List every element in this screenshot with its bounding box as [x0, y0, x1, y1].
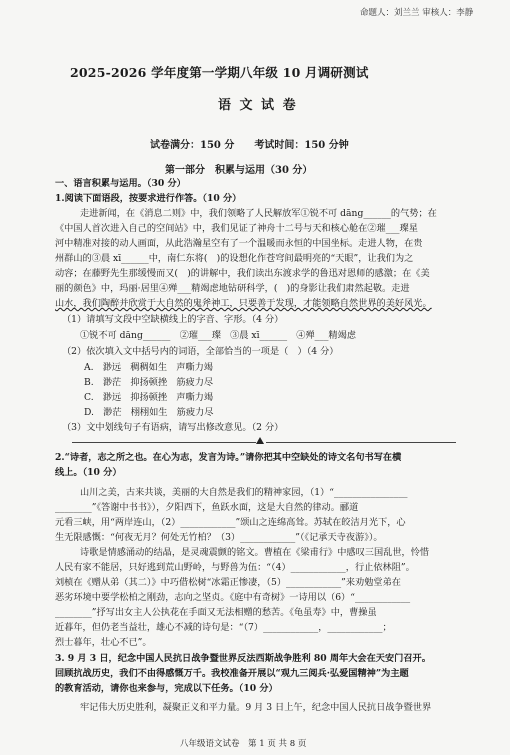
q3-heading: 3. 9 月 3 日，纪念中国人民抗日战争暨世界反法西斯战争胜利 80 周年大会在天安门召开。 [55, 653, 431, 664]
poem-line: 人民有家不能居，只好逃到荒山野岭，与野兽为伍：“（4）____________，行止依林阻”。 [55, 562, 415, 573]
q1-sub3: （3）文中划线句子有语病，请写出修改意见。（2 分） [62, 422, 284, 433]
option-a: A. 渺远 稠稠如生 声嘶力竭 [84, 362, 213, 373]
exam-meta: 试卷满分：150 分 考试时间：150 分钟 [150, 140, 349, 151]
poem-line: 山川之美，古来共谈，美丽的大自然是我们的精神家园，（1）“________________ [80, 487, 408, 498]
part1-heading: 第一部分 积累与运用（30 分） [165, 165, 313, 176]
passage-line: 丽的颜色》中，玛丽·居里④殚___精竭虑地钻研科学，( )的身影让我们肃然起敬。走进 [55, 283, 410, 294]
option-c: C. 渺远 抑扬顿挫 声嘶力竭 [84, 392, 214, 403]
poem-line: 诗歌是情感涌动的结晶，是灵魂震颤的铭文。曹植在《梁甫行》中感叹三国乱世，怜惜 [80, 547, 430, 558]
passage-line: 河中精准对接的动人画面，从此浩瀚星空有了一个温暖而永恒的中国坐标。走进人物，在贵 [55, 238, 423, 249]
poem-line: ________”抒写出女主人公执花在手面又无法相赠的愁苦。《龟虽寿》中，曹操虽 [55, 607, 377, 618]
q2-heading-cont: 线上。（10 分） [55, 467, 122, 478]
poem-line: 刘桢在《赠从弟（其二）》中巧借松树“冰霜正惨凄，（5）____________”来劝勉堂弟在 [55, 577, 401, 588]
passage-line-faulty-sentence: 山水，我们陶醉并欣赏于大自然的鬼斧神工，只要善于发现，才能领略自然世界的美好风光。 [55, 298, 432, 309]
q1-sub2: （2）依次填入文中括号内的词语，全部恰当的一项是（ ）（4 分） [62, 346, 339, 357]
q1-sub1-blanks: ①锐不可 dāng______ ②璀___璨 ③晨 xī______ ④殚___精竭虑 [80, 330, 356, 341]
poem-line: 元看三峡，用“两岸连山，（2）____________”颂山之连绵高耸。苏轼在皎洁月光下，心 [55, 517, 406, 528]
poem-line: 生无限感慨：“何夜无月？何处无竹柏？（3）____________”（《记承天寺夜游》）。 [55, 532, 383, 543]
divider-right [266, 442, 456, 443]
passage-line: 走进新闻，在《消息二则》中，我们领略了人民解放军①锐不可 dāng______的气势；在 [80, 208, 437, 219]
passage-line: 《中国人首次进入自己的空间站》中，我们见证了神舟十二号与天和核心舱在②璀___璨星 [55, 223, 418, 234]
poem-line: 恶劣环境中要学松柏之刚劲，志向之坚贞。《庭中有奇树》一诗用以（6）“____________ [55, 592, 411, 603]
q3-passage-line: 牢记伟大历史胜利，凝聚正义和平力量。9 月 3 日上午，纪念中国人民抗日战争暨世界 [80, 702, 432, 713]
poem-line: 烈士暮年，壮心不已”。 [55, 637, 152, 648]
option-b: B. 渺茫 抑扬顿挫 筋疲力尽 [84, 377, 214, 388]
exam-title: 2025-2026 学年度第一学期八年级 10 月调研测试 [70, 65, 369, 80]
poem-line: ________”《答谢中书书》），夕阳西下，鱼跃水面，这是大自然的律动。郦道 [55, 502, 359, 513]
header-authors: 命题人：刘兰兰 审核人：李静 [360, 8, 474, 18]
divider-triangle-icon [256, 437, 264, 444]
subject-title: 语 文 试 卷 [218, 98, 298, 113]
passage-line: 州群山的③晨 xī______中，南仁东将( )的设想化作苍穹间最明亮的“天眼”，让我们为之 [55, 253, 414, 264]
q1-heading: 1.阅读下面语段，按要求进行作答。（10 分） [55, 193, 242, 204]
passage-line: 动容；在藤野先生那缓慢而又( )的讲解中，我们读出东渡求学的鲁迅对恩师的感激；在《美 [55, 268, 430, 279]
section1-heading: 一、语言积累与运用。（30 分） [55, 178, 186, 189]
q2-heading: 2.“诗者，志之所之也。在心为志，发言为诗。”请你把其中空缺处的诗文名句书写在横 [55, 452, 402, 463]
option-d: D. 渺茫 栩栩如生 筋疲力尽 [84, 407, 214, 418]
divider-left [72, 442, 256, 443]
q3-heading-cont: 的教育活动，请你也来参与，完成以下任务。（10 分） [55, 683, 278, 694]
q3-heading-cont: 回顾抗战历史，我们不由得感慨万千。我校准备开展以“观九三阅兵·弘爱国精神”为主题 [55, 668, 409, 679]
page-footer: 八年级语文试卷 第 1 页 共 8 页 [180, 739, 307, 749]
poem-line: 近暮年，但仍老当益壮，雄心不减的诗句是：“（7）____________，____________； [55, 622, 392, 633]
q1-sub1: （1）请填写文段中空缺横线上的字音、字形。（4 分） [62, 314, 284, 325]
